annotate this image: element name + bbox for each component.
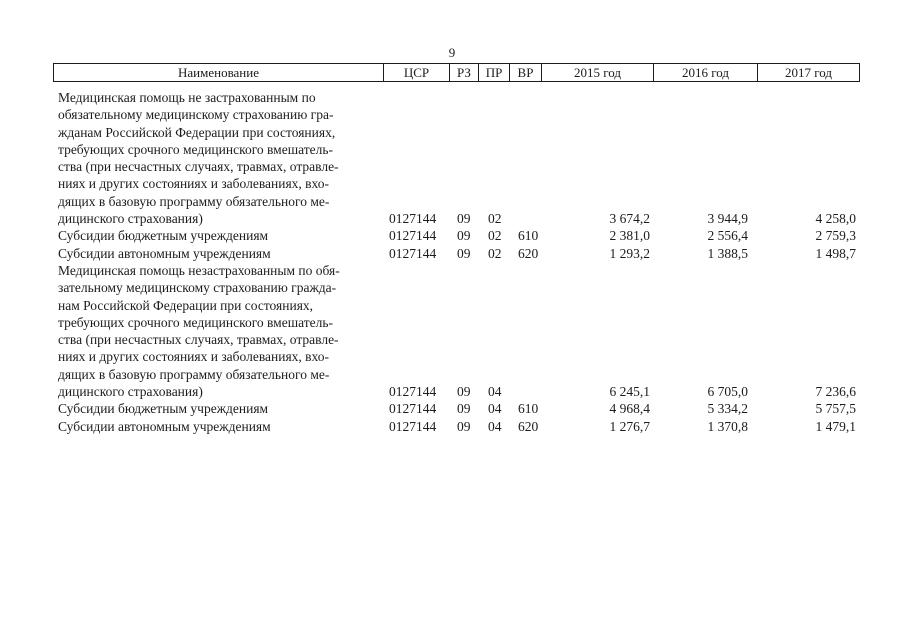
row-name-line: дящих в базовую программу обязательного ме- [58, 366, 330, 382]
row-rz: 09 [457, 228, 471, 244]
row-name-line: требующих срочного медицинского вмешатель- [58, 141, 334, 157]
row-name-line: нам Российской Федерации при состояниях, [58, 297, 314, 313]
row-csr: 0127144 [389, 384, 437, 400]
row-csr: 0127144 [389, 245, 437, 261]
row-pr: 04 [488, 418, 502, 434]
row-name [58, 262, 376, 400]
header-2016: 2016 год [653, 64, 757, 81]
row-name-line: Субсидии бюджетным учреждениям [58, 401, 269, 417]
row-2016: 1 370,8 [707, 418, 748, 434]
row-name-line: дящих в базовую программу обязательного ме- [58, 193, 330, 209]
header-csr: ЦСР [383, 64, 449, 81]
header-2017: 2017 год [757, 64, 859, 81]
row-2015: 6 245,1 [609, 384, 650, 400]
row-rz: 09 [457, 418, 471, 434]
row-vr: 620 [518, 245, 539, 261]
row-name [58, 89, 376, 227]
row-name-line: дицинского страхования) [58, 211, 203, 227]
row-2016: 5 334,2 [707, 401, 748, 417]
row-pr: 02 [488, 211, 502, 227]
row-name [58, 245, 376, 262]
row-rz: 09 [457, 211, 471, 227]
row-csr: 0127144 [389, 211, 437, 227]
row-name [58, 400, 376, 417]
row-rz: 09 [457, 384, 471, 400]
row-2015: 3 674,2 [609, 211, 650, 227]
row-csr: 0127144 [389, 418, 437, 434]
row-2015: 1 293,2 [609, 245, 650, 261]
row-vr: 610 [518, 401, 539, 417]
row-name-line: Субсидии автономным учреждениям [58, 245, 271, 261]
row-2015: 1 276,7 [609, 418, 650, 434]
row-pr: 02 [488, 245, 502, 261]
row-name-line: Субсидии бюджетным учреждениям [58, 228, 269, 244]
row-vr: 610 [518, 228, 539, 244]
row-2016: 6 705,0 [707, 384, 748, 400]
row-name [58, 418, 376, 435]
row-name-line: жданам Российской Федерации при состояниях, [58, 124, 336, 140]
header-pr: ПР [478, 64, 509, 81]
row-rz: 09 [457, 245, 471, 261]
row-name-line: дицинского страхования) [58, 384, 203, 400]
row-name-line: Субсидии автономным учреждениям [58, 418, 271, 434]
row-2015: 2 381,0 [609, 228, 650, 244]
row-2016: 3 944,9 [707, 211, 748, 227]
row-2017: 4 258,0 [815, 211, 856, 227]
page-number: 9 [448, 45, 456, 60]
row-pr: 04 [488, 384, 502, 400]
row-name-line: обязательному медицинскому страхованию гра- [58, 107, 334, 123]
row-name-line: Медицинская помощь незастрахованным по обя- [58, 263, 340, 278]
row-name-line: ства (при несчастных случаях, травмах, отравле- [58, 159, 339, 175]
row-name-line: зательному медицинскому страхованию гражда- [58, 280, 337, 296]
row-2016: 1 388,5 [707, 245, 748, 261]
row-2017: 2 759,3 [815, 228, 856, 244]
row-2017: 1 498,7 [815, 245, 856, 261]
row-2017: 7 236,6 [815, 384, 856, 400]
header-rz: РЗ [449, 64, 478, 81]
row-name-line: ниях и других состояниях и заболеваниях, вхо- [58, 176, 330, 192]
row-csr: 0127144 [389, 401, 437, 417]
row-pr: 02 [488, 228, 502, 244]
row-rz: 09 [457, 401, 471, 417]
header-2015: 2015 год [541, 64, 653, 81]
row-name-line: ства (при несчастных случаях, травмах, отравле- [58, 332, 339, 348]
header-vr: ВР [509, 64, 541, 81]
row-name-line: ниях и других состояниях и заболеваниях, вхо- [58, 349, 330, 365]
row-2017: 1 479,1 [815, 418, 856, 434]
row-2016: 2 556,4 [707, 228, 748, 244]
header-name: Наименование [178, 65, 259, 80]
row-2015: 4 968,4 [609, 401, 650, 417]
table-header [53, 63, 860, 82]
row-name-line: требующих срочного медицинского вмешатель- [58, 314, 334, 330]
row-csr: 0127144 [389, 228, 437, 244]
row-name-line: Медицинская помощь не застрахованным по [58, 90, 316, 105]
row-name [58, 227, 376, 244]
row-pr: 04 [488, 401, 502, 417]
row-2017: 5 757,5 [815, 401, 856, 417]
row-vr: 620 [518, 418, 539, 434]
